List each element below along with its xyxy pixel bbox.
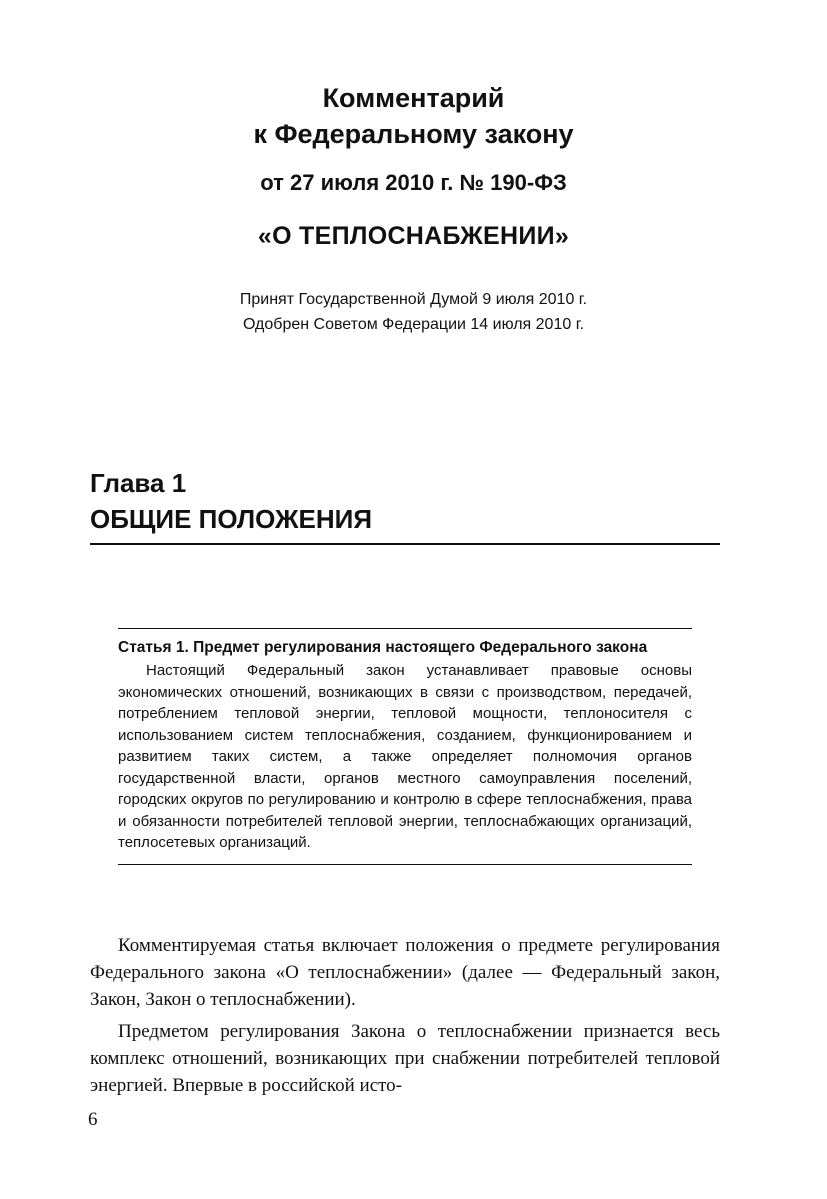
chapter-divider xyxy=(90,543,720,545)
commentary-paragraph-1: Комментируемая статья включает положения о предмете регулирования Федерального закона «О теплоснабжении» (далее — Федеральный закон, Закон, Закон о теплоснабжении). xyxy=(90,935,720,1010)
title-line-2: к Федеральному закону xyxy=(253,119,574,149)
commentary-body xyxy=(90,932,720,1104)
page-number: 6 xyxy=(88,1109,98,1130)
chapter-title: ОБЩИЕ ПОЛОЖЕНИЯ xyxy=(90,504,373,534)
title-line-1: Комментарий xyxy=(322,83,505,113)
law-date-number: от 27 июля 2010 г. № 190-ФЗ xyxy=(260,170,567,195)
adoption-info xyxy=(0,287,827,337)
chapter-heading xyxy=(90,465,372,537)
article-box xyxy=(118,628,692,865)
book-title xyxy=(0,80,827,152)
article-title: Статья 1. Предмет регулирования настоящего Федерального закона xyxy=(118,639,648,656)
commentary-paragraph-2: Предметом регулирования Закона о теплоснабжении признается весь комплекс отношений, возникающих при снабжении потребителей тепловой энергией. Впервые в российской исто- xyxy=(90,1021,720,1096)
adopted-by-duma: Принят Государственной Думой 9 июля 2010 г. xyxy=(239,291,588,308)
law-name: «О ТЕПЛОСНАБЖЕНИИ» xyxy=(257,222,570,250)
article-text: Настоящий Федеральный закон устанавливает правовые основы экономических отношений, возникающих в связи с производством, передачей, потреблением тепловой энергии, тепловой мощности, теплоносителя с использованием систем теплоснабжения, созданием, функционированием и развитием таких систем, а также определяет полномочия органов государственной власти, органов местного самоуправления поселений, городских округов по регулированию и контролю в сфере теплоснабжения, права и обязанности потребителей тепловой энергии, теплоснабжающих организаций, теплосетевых организаций. xyxy=(118,662,692,851)
approved-by-council: Одобрен Советом Федерации 14 июля 2010 г. xyxy=(242,316,585,333)
chapter-number: Глава 1 xyxy=(90,468,187,498)
